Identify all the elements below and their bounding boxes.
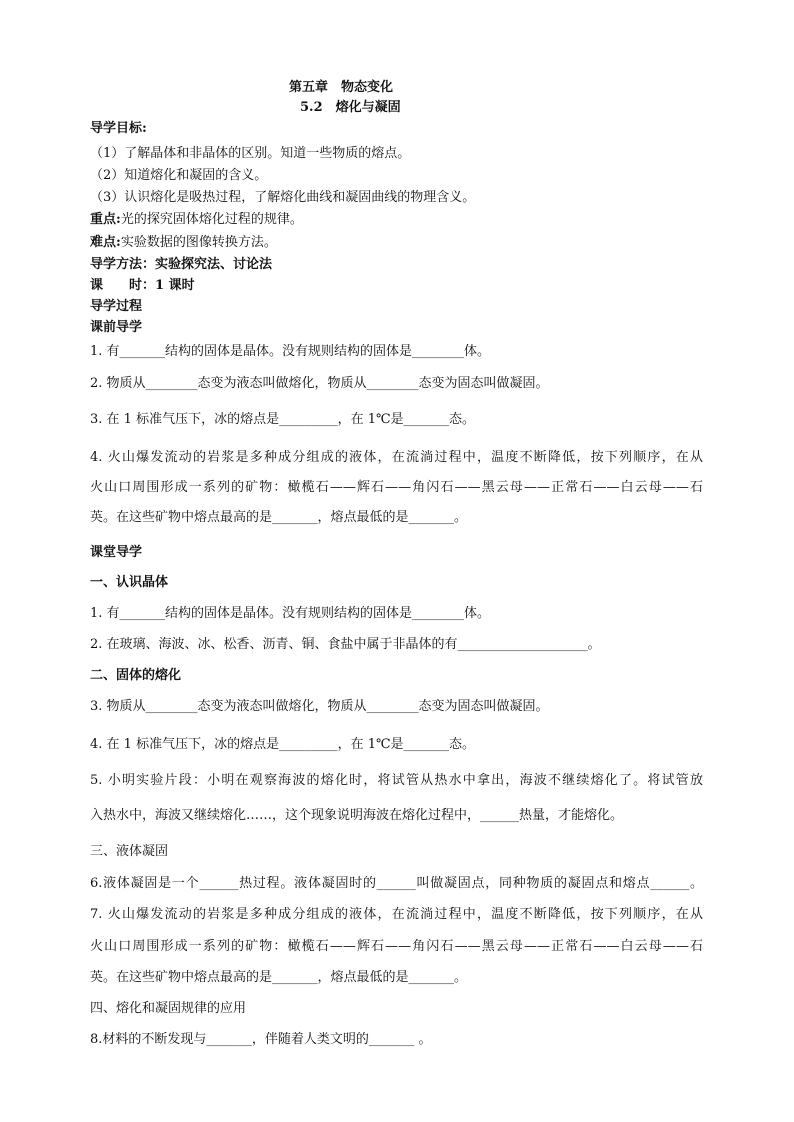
goal-2: （2）知道熔化和凝固的含义。	[90, 168, 268, 183]
class-question-2: 2. 在玻璃、海波、冰、松香、沥青、铜、食盐中属于非晶体的有____________________。	[90, 637, 601, 652]
key-label: 重点:	[90, 212, 121, 227]
pre-question-4b: 火山口周围形成一系列的矿物：橄榄石——辉石——角闪石——黑云母——正常石——白云母——石	[90, 480, 703, 495]
pre-heading: 课前导学	[90, 320, 143, 335]
difficulty-text: 实验数据的图像转换方法。	[120, 235, 277, 250]
class-question-7c: 英。在这些矿物中熔点最高的是_______，熔点最低的是_______。	[90, 970, 468, 985]
class-question-4: 4. 在 1 标准气压下，冰的熔点是_________，在 1℃是_______态。	[90, 737, 476, 752]
pre-question-4c: 英。在这些矿物中熔点最高的是_______，熔点最低的是_______。	[90, 510, 468, 525]
section-4-heading: 四、熔化和凝固规律的应用	[90, 1001, 247, 1016]
section-title: 5.2 熔化与凝固	[300, 100, 401, 115]
class-question-5a: 5. 小明实验片段：小明在观察海波的熔化时，将试管从热水中拿出，海波不继续熔化了。将试管放	[90, 773, 703, 788]
class-question-5b: 入热水中，海波又继续熔化……，这个现象说明海波在熔化过程中，______热量，才能熔化。	[90, 808, 624, 823]
pre-question-1: 1. 有_______结构的固体是晶体。没有规则结构的固体是________体。	[90, 344, 491, 359]
class-question-7b: 火山口周围形成一系列的矿物：橄榄石——辉石——角闪石——黑云母——正常石——白云母——石	[90, 939, 703, 954]
goal-3: （3）认识熔化是吸热过程，了解熔化曲线和凝固曲线的物理含义。	[90, 190, 476, 205]
class-question-6: 6.液体凝固是一个______热过程。液体凝固时的______叫做凝固点，同种物质的凝固点和熔点______。	[90, 876, 703, 891]
pre-question-4a: 4. 火山爆发流动的岩浆是多种成分组成的液体，在流淌过程中，温度不断降低，按下列顺序，在从	[90, 450, 703, 465]
section-3-heading: 三、液体凝固	[90, 844, 169, 859]
hours: 课 时：1 课时	[90, 278, 195, 293]
class-heading: 课堂导学	[90, 545, 143, 560]
key-point	[90, 211, 303, 229]
section-2-heading: 二、固体的熔化	[90, 668, 182, 683]
difficulty-label: 难点:	[90, 235, 121, 250]
class-question-7a: 7. 火山爆发流动的岩浆是多种成分组成的液体，在流淌过程中，温度不断降低，按下列顺序，在从	[90, 907, 703, 922]
pre-question-3: 3. 在 1 标准气压下，冰的熔点是_________，在 1℃是_______态。	[90, 412, 476, 427]
class-question-3: 3. 物质从________态变为液态叫做熔化，物质从________态变为固态叫做凝固。	[90, 699, 549, 714]
class-question-8: 8.材料的不断发现与_______，伴随着人类文明的_______ 。	[90, 1032, 432, 1047]
key-text: 光的探究固体熔化过程的规律。	[120, 212, 303, 227]
process-heading: 导学过程	[90, 299, 143, 314]
chapter-title: 第五章 物态变化	[289, 80, 394, 95]
difficulty	[90, 234, 277, 252]
section-1-heading: 一、认识晶体	[90, 575, 169, 590]
goals-label: 导学目标:	[90, 121, 147, 136]
goal-1: （1）了解晶体和非晶体的区别。知道一些物质的熔点。	[90, 146, 411, 161]
pre-question-2: 2. 物质从________态变为液态叫做熔化，物质从________态变为固态叫做凝固。	[90, 376, 549, 391]
method: 导学方法：实验探究法、讨论法	[90, 257, 273, 272]
class-question-1: 1. 有_______结构的固体是晶体。没有规则结构的固体是________体。	[90, 606, 491, 621]
